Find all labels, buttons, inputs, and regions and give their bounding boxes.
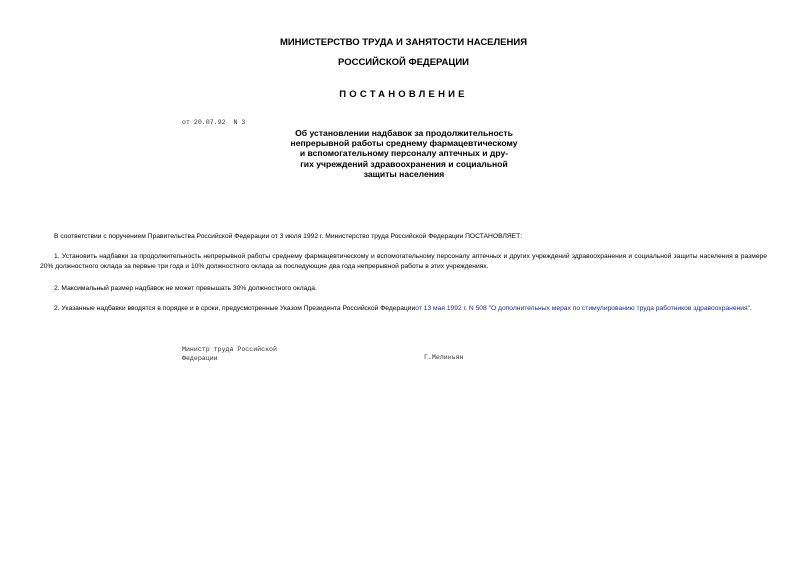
document-title bbox=[280, 128, 528, 179]
document-date-number: от 20.07.92 N 3 bbox=[182, 119, 246, 126]
item-3-text: 2. Указанные надбавки вводятся в порядке и в сроки, предусмотренные Указом Президента Российской Федерации bbox=[54, 305, 416, 312]
decree-date-link[interactable]: от 13 мая 1992 г. N 508 bbox=[415, 305, 487, 312]
ministry-name-line2: РОССИЙСКОЙ ФЕДЕРАЦИИ bbox=[337, 57, 469, 68]
item-3-paragraph bbox=[40, 304, 767, 314]
item-1-paragraph: 1. Установить надбавки за продолжительность непрерывной работы среднему фармацевтическому и вспомогательному персоналу аптечных и других учреждений здравоохранения и социальной защиты населения в размере 20% должностного оклада за первые три года и 10% должностного оклада за последующие два года непрерывной работы в этих учреждениях. bbox=[40, 253, 767, 270]
document-title-line: гих учреждений здравоохранения и социальной bbox=[300, 158, 508, 169]
document-title-line: Об установлении надбавок за продолжительность bbox=[295, 128, 513, 138]
item-2-paragraph: 2. Максимальный размер надбавок не может превышать 30% должностного оклада. bbox=[54, 285, 317, 292]
ministry-name-line1: МИНИСТЕРСТВО ТРУДА И ЗАНЯТОСТИ НАСЕЛЕНИЯ bbox=[279, 37, 528, 48]
document-type: ПОСТАНОВЛЕНИЕ bbox=[339, 89, 468, 100]
signature-position-line1: Министр труда Российской bbox=[182, 346, 277, 353]
decree-title-link[interactable]: "О дополнительных мерах по стимулированию труда работников здравоохранения" bbox=[488, 305, 750, 312]
signature-position bbox=[182, 345, 277, 363]
signature-position-line2: Федерации bbox=[182, 355, 218, 362]
document-title-line: защиты населения bbox=[363, 168, 445, 179]
signature-name: Г.Меликьян bbox=[424, 354, 464, 361]
document-title-line: и вспомогательному персоналу аптечных и дру- bbox=[299, 148, 509, 159]
document-title-line: непрерывной работы среднему фармацевтическому bbox=[290, 138, 518, 149]
intro-paragraph: В соответствии с поручением Правительства Российской Федерации от 3 июля 1992 г. Министерство труда Российской Федерации ПОСТАНОВЛЯЕТ: bbox=[54, 233, 523, 240]
item-3-suffix: . bbox=[750, 305, 752, 312]
